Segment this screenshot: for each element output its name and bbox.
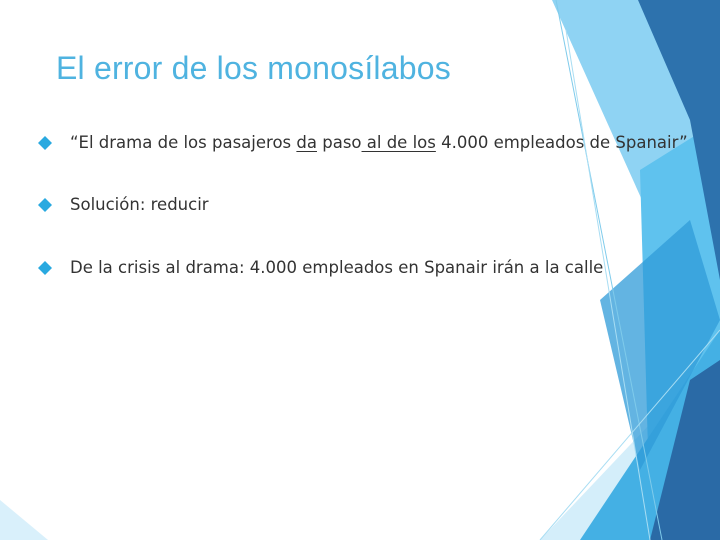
decor-bottom-left-triangle: [0, 500, 48, 540]
bullet-text: Solución: reducir: [70, 195, 209, 214]
bullet-segment-underlined: da: [296, 133, 317, 152]
slide-title: El error de los monosílabos: [56, 50, 451, 86]
bullet-text: [70, 133, 688, 152]
bullet-item-2: [38, 195, 209, 214]
bullet-segment: “El drama de los pasajeros: [70, 133, 297, 152]
diamond-icon: [38, 136, 52, 150]
bullet-item-1: [38, 133, 688, 152]
bullet-item-3: [38, 258, 603, 277]
bullet-segment: 4.000 empleados de Spanair”: [435, 133, 688, 152]
bullet-segment: paso: [316, 133, 362, 152]
diamond-icon: [38, 261, 52, 275]
bullet-segment-underlined: al de los: [361, 133, 436, 152]
bullet-text: De la crisis al drama: 4.000 empleados en Spanair irán a la calle: [70, 258, 604, 277]
diamond-icon: [38, 198, 52, 212]
